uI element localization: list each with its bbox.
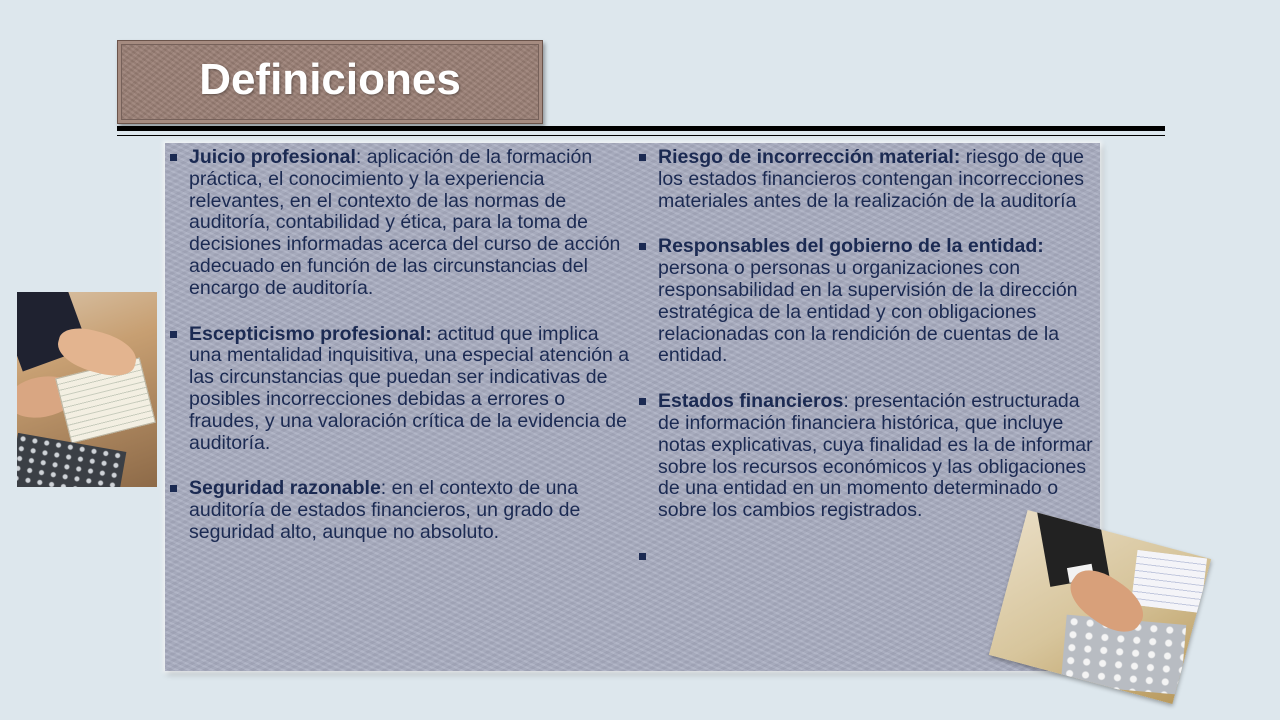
definition-item xyxy=(634,147,1102,212)
square-bullet-icon xyxy=(639,398,646,405)
square-bullet-icon xyxy=(170,154,177,161)
definition-item xyxy=(634,391,1102,522)
accounting-photo-right xyxy=(989,510,1211,704)
definition-term: Riesgo de incorrección material: xyxy=(658,146,961,168)
definition-term: Escepticismo profesional: xyxy=(189,322,432,345)
definitions-left-column xyxy=(165,147,633,568)
square-bullet-icon xyxy=(170,331,177,338)
definition-term: Seguridad razonable xyxy=(189,477,381,500)
definition-text: actitud que implica una mentalidad inquisitiva, una especial atención a las circunstancias que puedan ser indicativas de posibles incorrecciones debidas a errores o fraudes, y una valoración crítica de la evidencia de auditoría. xyxy=(189,322,630,454)
square-bullet-icon xyxy=(639,154,646,161)
accounting-photo-left xyxy=(17,292,157,487)
definition-term: Estados financieros xyxy=(658,390,844,413)
definition-item xyxy=(165,147,633,300)
page-title: Definiciones xyxy=(199,55,461,104)
title-divider-thick xyxy=(117,126,1165,131)
title-divider-thin xyxy=(117,135,1165,136)
definition-text: : en el contexto de una auditoría de estados financieros, un grado de seguridad alto, aunque no absoluto. xyxy=(189,477,581,543)
square-bullet-icon xyxy=(639,553,646,560)
definition-text: persona o personas u organizaciones con responsabilidad en la supervisión de la dirección estratégica de la entidad y con obligaciones relacionadas con la rendición de cuentas de la entidad. xyxy=(658,257,1078,367)
title-banner xyxy=(117,40,543,124)
definition-term: Juicio profesional xyxy=(189,146,356,168)
definition-item xyxy=(165,324,633,455)
definition-item xyxy=(165,478,633,543)
definition-text: : aplicación de la formación práctica, el conocimiento y la experiencia relevantes, en el contexto de las normas de auditoría, contabilidad y ética, para la toma de decisiones informadas acerca del curso de acción adecuado en función de las circunstancias del encargo de auditoría. xyxy=(189,146,621,299)
definition-item xyxy=(634,236,1102,367)
square-bullet-icon xyxy=(639,243,646,250)
definition-text: riesgo de que los estados financieros contengan incorrecciones materiales antes de la realización de la auditoría xyxy=(658,146,1085,212)
definition-text: : presentación estructurada de información financiera histórica, que incluye notas explicativas, cuya finalidad es la de informar sobre los recursos económicos y las obligaciones de una entidad en un momento determinado o sobre los cambios registrados. xyxy=(658,390,1093,522)
square-bullet-icon xyxy=(170,485,177,492)
definition-term: Responsables del gobierno de la entidad: xyxy=(658,235,1044,258)
